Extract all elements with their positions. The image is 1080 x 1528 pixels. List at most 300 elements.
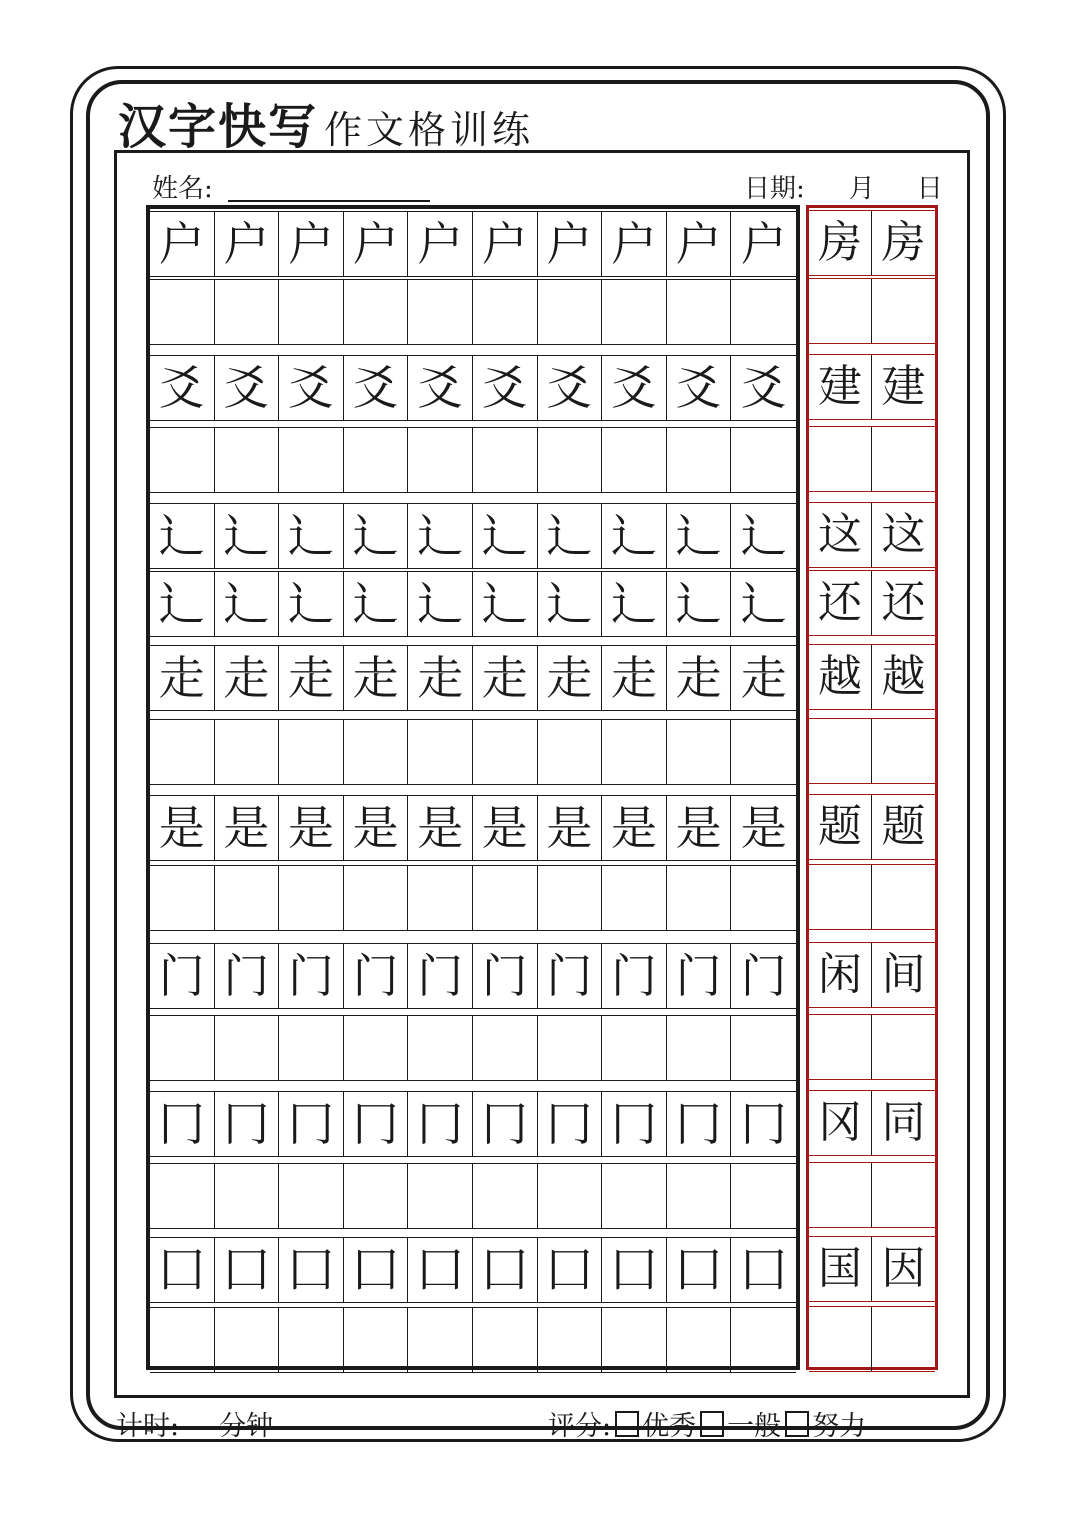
- practice-row: [150, 943, 796, 1009]
- example-glyph: 题: [818, 801, 862, 852]
- example-glyph: 冈: [818, 1097, 862, 1148]
- practice-row: [150, 719, 796, 785]
- example-row: [809, 942, 935, 1008]
- practice-cell[interactable]: [731, 1164, 796, 1228]
- example-cell[interactable]: [872, 279, 935, 343]
- practice-cell[interactable]: [667, 356, 732, 420]
- practice-glyph: 走: [287, 651, 334, 705]
- example-cell[interactable]: [872, 645, 935, 709]
- example-cell[interactable]: [872, 865, 935, 929]
- practice-cell[interactable]: [150, 1238, 215, 1302]
- example-cell[interactable]: [809, 503, 872, 567]
- practice-cell[interactable]: [538, 572, 603, 636]
- example-cell[interactable]: [809, 1163, 872, 1227]
- practice-cell[interactable]: [215, 1164, 280, 1228]
- practice-glyph: 爻: [417, 361, 464, 415]
- practice-cell[interactable]: [602, 944, 667, 1008]
- practice-cell[interactable]: [408, 356, 473, 420]
- example-row: [809, 502, 935, 568]
- practice-cell[interactable]: [344, 646, 409, 710]
- example-glyph: 这: [818, 509, 862, 560]
- practice-cell[interactable]: [344, 428, 409, 492]
- example-cell[interactable]: [809, 1091, 872, 1155]
- score-checkbox-excellent[interactable]: [615, 1411, 639, 1437]
- practice-cell[interactable]: [667, 280, 732, 344]
- practice-cell[interactable]: [731, 866, 796, 930]
- practice-cell[interactable]: [731, 572, 796, 636]
- practice-cell[interactable]: [538, 280, 603, 344]
- practice-cell[interactable]: [667, 944, 732, 1008]
- example-cell[interactable]: [872, 1091, 935, 1155]
- practice-cell[interactable]: [538, 1092, 603, 1156]
- score-option-excellent: 优秀: [642, 1411, 697, 1442]
- practice-cell[interactable]: [538, 866, 603, 930]
- practice-cell[interactable]: [279, 796, 344, 860]
- practice-cell[interactable]: [150, 572, 215, 636]
- practice-cell[interactable]: [731, 720, 796, 784]
- practice-cell[interactable]: [731, 428, 796, 492]
- example-cell[interactable]: [809, 1307, 872, 1371]
- practice-cell[interactable]: [344, 1016, 409, 1080]
- example-glyph: 间: [881, 949, 926, 1000]
- practice-glyph: 门: [610, 949, 657, 1003]
- example-cell[interactable]: [809, 865, 872, 929]
- practice-row: [150, 427, 796, 493]
- example-cell[interactable]: [809, 1237, 872, 1301]
- practice-cell[interactable]: [731, 1238, 796, 1302]
- practice-cell[interactable]: [408, 866, 473, 930]
- practice-cell[interactable]: [215, 646, 280, 710]
- example-cell[interactable]: [872, 211, 935, 275]
- practice-cell[interactable]: [473, 280, 538, 344]
- practice-cell[interactable]: [538, 1238, 603, 1302]
- practice-cell[interactable]: [279, 1238, 344, 1302]
- practice-cell[interactable]: [215, 356, 280, 420]
- practice-cell[interactable]: [344, 280, 409, 344]
- practice-glyph: 户: [352, 217, 399, 271]
- practice-glyph: 囗: [675, 1243, 722, 1297]
- practice-glyph: 辶: [481, 509, 528, 563]
- practice-cell[interactable]: [473, 796, 538, 860]
- practice-cell[interactable]: [150, 944, 215, 1008]
- practice-cell[interactable]: [667, 1308, 732, 1372]
- practice-cell[interactable]: [279, 720, 344, 784]
- example-row: [809, 794, 935, 860]
- practice-cell[interactable]: [215, 572, 280, 636]
- example-row: [809, 1162, 935, 1228]
- example-row: [809, 426, 935, 492]
- practice-cell[interactable]: [731, 212, 796, 276]
- practice-cell[interactable]: [279, 212, 344, 276]
- practice-cell[interactable]: [473, 1308, 538, 1372]
- example-cell[interactable]: [809, 1015, 872, 1079]
- practice-cell[interactable]: [150, 866, 215, 930]
- practice-glyph: 辶: [158, 577, 205, 631]
- score-checkbox-effort[interactable]: [785, 1411, 809, 1437]
- practice-cell[interactable]: [667, 720, 732, 784]
- practice-cell[interactable]: [667, 866, 732, 930]
- practice-cell[interactable]: [215, 944, 280, 1008]
- practice-cell[interactable]: [408, 212, 473, 276]
- practice-cell[interactable]: [602, 428, 667, 492]
- example-glyph: 越: [818, 651, 862, 702]
- practice-cell[interactable]: [602, 646, 667, 710]
- practice-cell[interactable]: [150, 280, 215, 344]
- practice-glyph: 走: [417, 651, 464, 705]
- practice-cell[interactable]: [667, 646, 732, 710]
- practice-cell[interactable]: [150, 1092, 215, 1156]
- practice-cell[interactable]: [473, 1238, 538, 1302]
- practice-glyph: 囗: [352, 1243, 399, 1297]
- name-label: 姓名:: [152, 174, 213, 204]
- practice-cell[interactable]: [473, 504, 538, 568]
- practice-cell[interactable]: [279, 280, 344, 344]
- practice-row: [150, 1091, 796, 1157]
- practice-cell[interactable]: [538, 796, 603, 860]
- practice-glyph: 户: [223, 217, 270, 271]
- practice-cell[interactable]: [667, 572, 732, 636]
- practice-cell[interactable]: [602, 212, 667, 276]
- practice-cell[interactable]: [602, 1016, 667, 1080]
- practice-glyph: 爻: [481, 361, 528, 415]
- practice-cell[interactable]: [344, 944, 409, 1008]
- example-glyph: 这: [881, 509, 926, 560]
- practice-cell[interactable]: [473, 866, 538, 930]
- practice-cell[interactable]: [279, 944, 344, 1008]
- practice-cell[interactable]: [344, 504, 409, 568]
- practice-cell[interactable]: [473, 1016, 538, 1080]
- practice-cell[interactable]: [344, 1164, 409, 1228]
- practice-cell[interactable]: [473, 212, 538, 276]
- example-cell[interactable]: [872, 719, 935, 783]
- practice-cell[interactable]: [344, 1238, 409, 1302]
- example-cell[interactable]: [872, 1307, 935, 1371]
- practice-cell[interactable]: [602, 572, 667, 636]
- practice-cell[interactable]: [667, 1092, 732, 1156]
- practice-glyph: 冂: [546, 1097, 593, 1151]
- practice-glyph: 辶: [352, 577, 399, 631]
- practice-glyph: 爻: [740, 361, 787, 415]
- practice-cell[interactable]: [731, 796, 796, 860]
- practice-glyph: 冂: [417, 1097, 464, 1151]
- practice-cell[interactable]: [667, 1164, 732, 1228]
- date-label: 日期:: [744, 174, 805, 204]
- practice-cell[interactable]: [667, 1016, 732, 1080]
- practice-cell[interactable]: [279, 428, 344, 492]
- example-glyph: 闲: [818, 949, 862, 1000]
- practice-cell[interactable]: [667, 796, 732, 860]
- practice-cell[interactable]: [150, 1016, 215, 1080]
- practice-cell[interactable]: [731, 1092, 796, 1156]
- practice-cell[interactable]: [215, 720, 280, 784]
- practice-cell[interactable]: [344, 212, 409, 276]
- practice-cell[interactable]: [150, 356, 215, 420]
- practice-glyph: 是: [546, 801, 593, 855]
- score-option-effort: 努力: [812, 1411, 867, 1442]
- practice-cell[interactable]: [344, 1308, 409, 1372]
- practice-cell[interactable]: [150, 212, 215, 276]
- practice-glyph: 辶: [610, 509, 657, 563]
- practice-cell[interactable]: [602, 1308, 667, 1372]
- practice-glyph: 户: [546, 217, 593, 271]
- score: [548, 1404, 866, 1443]
- practice-cell[interactable]: [408, 796, 473, 860]
- practice-cell[interactable]: [602, 866, 667, 930]
- example-glyph: 国: [818, 1243, 862, 1294]
- practice-row: [150, 503, 796, 569]
- practice-cell[interactable]: [602, 720, 667, 784]
- practice-cell[interactable]: [408, 1016, 473, 1080]
- practice-glyph: 走: [546, 651, 593, 705]
- practice-cell[interactable]: [731, 646, 796, 710]
- practice-cell[interactable]: [408, 646, 473, 710]
- practice-cell[interactable]: [602, 504, 667, 568]
- practice-cell[interactable]: [408, 572, 473, 636]
- practice-cell[interactable]: [602, 1092, 667, 1156]
- example-row: [809, 718, 935, 784]
- practice-cell[interactable]: [667, 504, 732, 568]
- practice-cell[interactable]: [602, 1238, 667, 1302]
- practice-cell[interactable]: [150, 720, 215, 784]
- practice-row: [150, 1307, 796, 1373]
- practice-cell[interactable]: [731, 944, 796, 1008]
- example-cell[interactable]: [872, 503, 935, 567]
- practice-cell[interactable]: [279, 504, 344, 568]
- practice-glyph: 爻: [287, 361, 334, 415]
- practice-glyph: 爻: [546, 361, 593, 415]
- practice-row: [150, 645, 796, 711]
- practice-cell[interactable]: [408, 504, 473, 568]
- practice-cell[interactable]: [215, 866, 280, 930]
- practice-glyph: 门: [223, 949, 270, 1003]
- practice-cell[interactable]: [667, 212, 732, 276]
- practice-cell[interactable]: [215, 504, 280, 568]
- practice-row: [150, 1237, 796, 1303]
- practice-cell[interactable]: [408, 1238, 473, 1302]
- practice-cell[interactable]: [473, 720, 538, 784]
- practice-row: [150, 1163, 796, 1229]
- practice-cell[interactable]: [473, 572, 538, 636]
- example-row: [809, 1236, 935, 1302]
- practice-glyph: 辶: [223, 577, 270, 631]
- practice-glyph: 辶: [287, 577, 334, 631]
- practice-cell[interactable]: [538, 428, 603, 492]
- example-row: [809, 210, 935, 276]
- practice-cell[interactable]: [215, 1238, 280, 1302]
- practice-cell[interactable]: [408, 280, 473, 344]
- practice-glyph: 冂: [223, 1097, 270, 1151]
- practice-cell[interactable]: [473, 944, 538, 1008]
- practice-cell[interactable]: [538, 944, 603, 1008]
- practice-cell[interactable]: [408, 1164, 473, 1228]
- practice-glyph: 囗: [610, 1243, 657, 1297]
- practice-glyph: 冂: [158, 1097, 205, 1151]
- practice-cell[interactable]: [279, 646, 344, 710]
- practice-glyph: 门: [546, 949, 593, 1003]
- practice-cell[interactable]: [279, 1092, 344, 1156]
- practice-cell[interactable]: [538, 646, 603, 710]
- name-field-line[interactable]: [228, 200, 430, 202]
- practice-cell[interactable]: [731, 1308, 796, 1372]
- example-cell[interactable]: [872, 1163, 935, 1227]
- score-checkbox-average[interactable]: [700, 1411, 724, 1437]
- practice-cell[interactable]: [215, 428, 280, 492]
- example-cell[interactable]: [809, 795, 872, 859]
- practice-cell[interactable]: [602, 1164, 667, 1228]
- practice-glyph: 囗: [740, 1243, 787, 1297]
- practice-cell[interactable]: [344, 356, 409, 420]
- practice-cell[interactable]: [731, 1016, 796, 1080]
- practice-cell[interactable]: [150, 428, 215, 492]
- practice-glyph: 走: [223, 651, 270, 705]
- example-row: [809, 354, 935, 420]
- practice-cell[interactable]: [731, 280, 796, 344]
- practice-cell[interactable]: [473, 1092, 538, 1156]
- practice-cell[interactable]: [279, 572, 344, 636]
- practice-grid: [146, 205, 800, 1370]
- practice-glyph: 冂: [740, 1097, 787, 1151]
- example-cell[interactable]: [872, 427, 935, 491]
- practice-row: [150, 795, 796, 861]
- practice-cell[interactable]: [215, 796, 280, 860]
- practice-cell[interactable]: [667, 1238, 732, 1302]
- practice-cell[interactable]: [344, 572, 409, 636]
- practice-glyph: 辶: [481, 577, 528, 631]
- practice-cell[interactable]: [408, 944, 473, 1008]
- practice-cell[interactable]: [150, 796, 215, 860]
- practice-cell[interactable]: [538, 212, 603, 276]
- practice-row: [150, 865, 796, 931]
- example-cell[interactable]: [872, 795, 935, 859]
- practice-cell[interactable]: [344, 866, 409, 930]
- title-main: 汉字快写: [118, 99, 319, 155]
- practice-glyph: 走: [610, 651, 657, 705]
- practice-row: [150, 571, 796, 637]
- practice-glyph: 是: [610, 801, 657, 855]
- practice-cell[interactable]: [215, 1308, 280, 1372]
- practice-cell[interactable]: [215, 280, 280, 344]
- example-glyph: 房: [881, 217, 926, 268]
- example-cell[interactable]: [872, 943, 935, 1007]
- practice-cell[interactable]: [344, 796, 409, 860]
- practice-glyph: 辶: [158, 509, 205, 563]
- practice-row: [150, 355, 796, 421]
- practice-cell[interactable]: [344, 1092, 409, 1156]
- timer-unit: 分钟: [219, 1411, 274, 1442]
- practice-cell[interactable]: [538, 1308, 603, 1372]
- practice-cell[interactable]: [215, 1092, 280, 1156]
- practice-cell[interactable]: [538, 1164, 603, 1228]
- practice-cell[interactable]: [731, 356, 796, 420]
- practice-glyph: 是: [740, 801, 787, 855]
- practice-cell[interactable]: [215, 212, 280, 276]
- practice-glyph: 辶: [417, 577, 464, 631]
- practice-cell[interactable]: [279, 1164, 344, 1228]
- practice-glyph: 是: [481, 801, 528, 855]
- practice-cell[interactable]: [279, 866, 344, 930]
- practice-cell[interactable]: [538, 720, 603, 784]
- practice-cell[interactable]: [667, 428, 732, 492]
- practice-cell[interactable]: [408, 720, 473, 784]
- example-cell[interactable]: [809, 279, 872, 343]
- example-glyph: 建: [818, 361, 862, 412]
- practice-glyph: 户: [417, 217, 464, 271]
- practice-cell[interactable]: [279, 356, 344, 420]
- practice-cell[interactable]: [279, 1016, 344, 1080]
- example-cell[interactable]: [809, 211, 872, 275]
- example-cell[interactable]: [809, 719, 872, 783]
- practice-row: [150, 279, 796, 345]
- day-label: 日: [916, 174, 943, 204]
- example-cell[interactable]: [809, 355, 872, 419]
- practice-cell[interactable]: [602, 796, 667, 860]
- practice-glyph: 户: [740, 217, 787, 271]
- example-glyph: 题: [881, 801, 926, 852]
- practice-cell[interactable]: [473, 646, 538, 710]
- practice-cell[interactable]: [538, 356, 603, 420]
- practice-cell[interactable]: [408, 1308, 473, 1372]
- practice-glyph: 爻: [158, 361, 205, 415]
- example-glyph: 还: [818, 577, 862, 628]
- practice-row: [150, 1015, 796, 1081]
- practice-glyph: 辶: [287, 509, 334, 563]
- practice-glyph: 辶: [610, 577, 657, 631]
- example-cell[interactable]: [872, 571, 935, 635]
- practice-glyph: 囗: [287, 1243, 334, 1297]
- practice-cell[interactable]: [150, 646, 215, 710]
- example-cell[interactable]: [872, 355, 935, 419]
- example-cell[interactable]: [809, 571, 872, 635]
- practice-cell[interactable]: [150, 1164, 215, 1228]
- practice-cell[interactable]: [473, 428, 538, 492]
- practice-cell[interactable]: [150, 504, 215, 568]
- practice-cell[interactable]: [279, 1308, 344, 1372]
- practice-cell[interactable]: [344, 720, 409, 784]
- practice-glyph: 门: [287, 949, 334, 1003]
- example-glyph: 房: [818, 217, 862, 268]
- practice-cell[interactable]: [215, 1016, 280, 1080]
- example-cell[interactable]: [872, 1015, 935, 1079]
- example-cell[interactable]: [872, 1237, 935, 1301]
- example-row: [809, 864, 935, 930]
- practice-cell[interactable]: [538, 1016, 603, 1080]
- practice-cell[interactable]: [731, 504, 796, 568]
- example-cell[interactable]: [809, 645, 872, 709]
- practice-glyph: 走: [740, 651, 787, 705]
- example-glyph: 建: [881, 361, 926, 412]
- practice-cell[interactable]: [538, 504, 603, 568]
- practice-cell[interactable]: [473, 356, 538, 420]
- example-cell[interactable]: [809, 427, 872, 491]
- practice-cell[interactable]: [408, 428, 473, 492]
- example-glyph: 越: [881, 651, 926, 702]
- practice-cell[interactable]: [408, 1092, 473, 1156]
- practice-glyph: 户: [287, 217, 334, 271]
- practice-cell[interactable]: [602, 356, 667, 420]
- practice-glyph: 是: [158, 801, 205, 855]
- practice-cell[interactable]: [150, 1308, 215, 1372]
- practice-cell[interactable]: [473, 1164, 538, 1228]
- practice-cell[interactable]: [602, 280, 667, 344]
- practice-glyph: 是: [223, 801, 270, 855]
- practice-glyph: 辶: [417, 509, 464, 563]
- practice-row: [150, 211, 796, 277]
- practice-glyph: 门: [675, 949, 722, 1003]
- practice-glyph: 冂: [287, 1097, 334, 1151]
- practice-glyph: 走: [352, 651, 399, 705]
- practice-glyph: 走: [158, 651, 205, 705]
- example-cell[interactable]: [809, 943, 872, 1007]
